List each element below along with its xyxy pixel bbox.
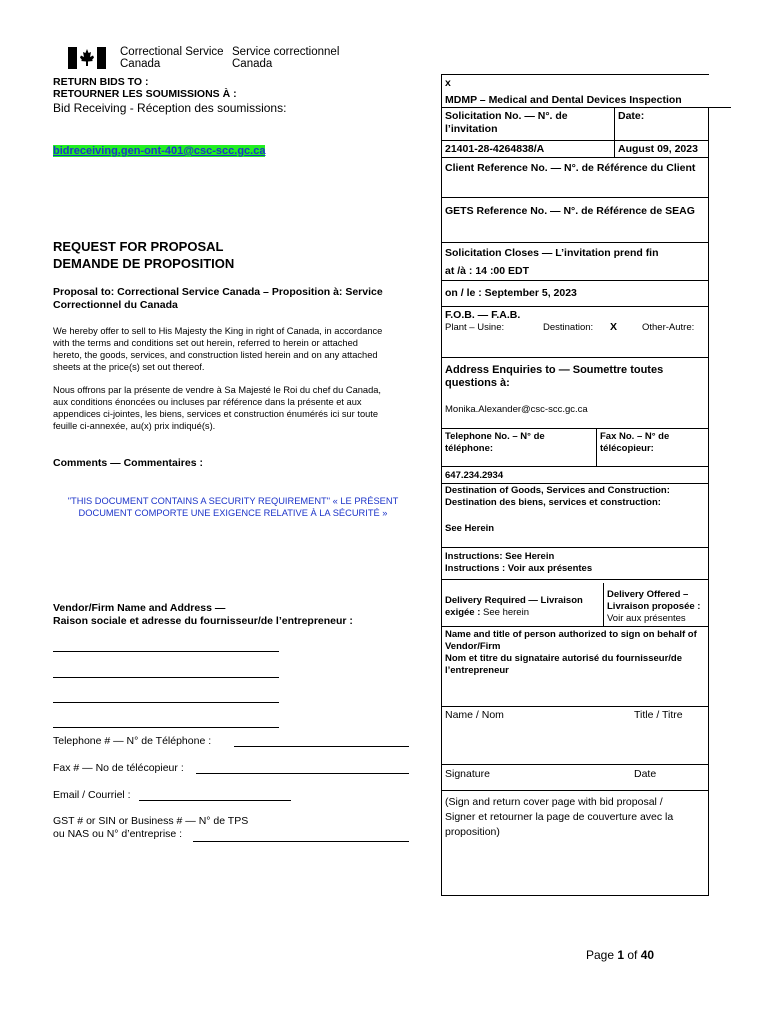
return-bids-fr: RETOURNER LES SOUMISSIONS À : (53, 88, 237, 100)
instructions-divider (441, 579, 709, 580)
name-title-field[interactable] (441, 764, 709, 765)
gst-field[interactable] (193, 841, 409, 842)
fob-label: F.O.B. — F.A.B. (445, 309, 521, 321)
bid-receiving: Bid Receiving - Réception des soumissions: (53, 101, 287, 115)
frame-bottom-line (441, 895, 709, 896)
client-ref-divider (441, 197, 709, 198)
offer-fr-line4: feuille ci-annexée, au(x) prix indiqué(s). (53, 421, 216, 431)
fob-destination-mark: X (610, 321, 618, 333)
destination-goods-line2: Destination des biens, services et construction: (445, 497, 661, 508)
sign-return-line1: (Sign and return cover page with bid proposal / (445, 796, 663, 808)
vendor-label-line1: Vendor/Firm Name and Address — (53, 602, 226, 614)
vendor-address-line-1[interactable] (53, 651, 279, 652)
closing-date-divider (441, 306, 709, 307)
logo-en-line2: Canada (120, 58, 161, 70)
logo-fr-line1: Service correctionnel (232, 46, 340, 58)
authorized-person-label (445, 629, 697, 677)
return-email[interactable] (53, 144, 265, 158)
delivery-offered-line1: Delivery Offered – (607, 589, 689, 600)
gst-label-line1: GST # or SIN or Business # — N° de TPS (53, 815, 249, 827)
offer-fr (53, 384, 381, 432)
offer-fr-line2: aux conditions énoncées ou incluses par référence dans la présente et aux (53, 397, 362, 407)
contact-email[interactable]: Monika.Alexander@csc-scc.gc.ca (445, 404, 588, 415)
offer-fr-line3: appendices ci-jointes, les biens, services et construction énumérés ici sur toute (53, 409, 379, 419)
fob-plant: Plant – Usine: (445, 322, 505, 333)
tel-fax-divider (596, 428, 597, 466)
instructions-line1: Instructions: See Herein (445, 551, 555, 562)
telephone-no-label (445, 431, 545, 455)
signature-label: Signature (445, 768, 490, 780)
solicitation-closes-label: Solicitation Closes — L’invitation prend fin (445, 247, 659, 259)
gst-label (53, 815, 248, 841)
sign-return-line2: Signer et retourner la page de couverture avec la (445, 811, 674, 823)
solicitation-title: MDMP – Medical and Dental Devices Inspection (445, 94, 682, 106)
delivery-required-label (445, 595, 583, 619)
destination-goods-label (445, 485, 670, 509)
authorized-line1: Name and title of person authorized to sign on behalf of (445, 629, 697, 640)
authorized-line2: Vendor/Firm (445, 641, 501, 652)
frame-top-line (441, 74, 709, 75)
fax-no-label (600, 431, 669, 455)
sign-return-note (445, 795, 673, 840)
client-reference-label: Client Reference No. — N°. de Référence du Client (445, 162, 696, 174)
destination-goods-line1: Destination of Goods, Services and Construction: (445, 485, 670, 496)
return-bids-en: RETURN BIDS TO : (53, 76, 149, 88)
offer-en-line1: We hereby offer to sell to His Majesty the King in right of Canada, in accordance (53, 326, 383, 336)
name-label: Name / Nom (445, 709, 504, 721)
destination-see-herein: See Herein (445, 523, 495, 534)
page-number (586, 948, 654, 963)
delivery-offered-line2: Livraison proposée : (607, 601, 701, 612)
closing-date: on / le : September 5, 2023 (445, 287, 577, 299)
tel-fax-bottom (441, 466, 709, 467)
logo-fr (232, 46, 339, 70)
tel-value-divider (441, 483, 709, 484)
page-total: 40 (640, 948, 655, 962)
closing-time-divider (441, 280, 709, 281)
page-prefix: Page (586, 948, 618, 962)
delivery-required-line1: Delivery Required — Livraison (445, 595, 583, 606)
fax-label: Fax # — No de télécopieur : (53, 762, 184, 774)
sign-return-line3: proposition) (445, 826, 500, 838)
telephone-value: 647.234.2934 (445, 470, 504, 481)
logo (68, 47, 368, 71)
fax-no-label-line2: télécopieur: (600, 443, 654, 454)
security-line2: DOCUMENT COMPORTE UNE EXIGENCE RELATIVE À LA SÉCURITÉ » (78, 508, 388, 518)
solicitation-no-label-line1: Solicitation No. — N°. de (445, 110, 568, 122)
logo-fr-line2: Canada (232, 58, 273, 70)
enquiries-label-line1: Address Enquiries to — Soumettre toutes (445, 364, 664, 376)
title-underline (441, 107, 731, 108)
sol-date-divider (614, 108, 615, 158)
page-current: 1 (617, 948, 625, 962)
logo-en (120, 46, 224, 70)
solicitation-no-label (445, 110, 568, 136)
solicitation-no-label-line2: l’invitation (445, 123, 498, 135)
canada-flag-icon (68, 47, 106, 69)
delivery-required-value: See herein (480, 607, 529, 618)
vendor-label-line2: Raison sociale et adresse du fournisseur/de l’entrepreneur : (53, 615, 353, 627)
vendor-label (53, 602, 353, 628)
security-notice (53, 495, 413, 519)
logo-en-line1: Correctional Service (120, 46, 224, 58)
offer-fr-line1: Nous offrons par la présente de vendre à Sa Majesté le Roi du chef du Canada, (53, 385, 382, 395)
enquiries-label-line2: questions à: (445, 377, 510, 389)
sol-row-divider (441, 140, 709, 141)
gst-label-line2: ou NAS ou N° d’entreprise : (53, 828, 183, 840)
date-label: Date: (618, 110, 645, 122)
return-email-link[interactable]: bidreceiving.gen-ont-401@csc-scc.gc.ca (53, 145, 266, 157)
x-mark: x (445, 77, 451, 89)
authorized-line3: Nom et titre du signataire autorisé du fournisseur/de (445, 653, 683, 664)
enquiries-label (445, 364, 663, 390)
fob-other: Other-Autre: (642, 322, 695, 333)
sol-value-divider (441, 157, 709, 158)
contact-divider (441, 428, 709, 429)
delivery-offered-value: Voir aux présentes (607, 613, 686, 624)
destination-divider (441, 547, 709, 548)
telephone-no-label-line2: téléphone: (445, 443, 494, 454)
offer-en-line2: with the terms and conditions set out herein, referred to herein or attached (53, 338, 358, 348)
instructions (445, 551, 592, 575)
rfp-en: REQUEST FOR PROPOSAL (53, 239, 224, 254)
comments-label: Comments — Commentaires : (53, 457, 203, 469)
email-field[interactable] (139, 800, 291, 801)
authorized-line4: l’entrepreneur (445, 665, 509, 676)
delivery-offered-label (607, 589, 700, 625)
instructions-line2: Instructions : Voir aux présentes (445, 563, 593, 574)
title-label: Title / Titre (634, 709, 683, 721)
fob-divider (441, 357, 709, 358)
offer-en-line3: hereto, the goods, services, and construction listed herein and on any attached (53, 350, 378, 360)
telephone-label: Telephone # — N° de Téléphone : (53, 735, 212, 747)
telephone-no-label-line1: Telephone No. – N° de (445, 431, 545, 442)
gets-ref-divider (441, 242, 709, 243)
vendor-address-line-2[interactable] (53, 677, 279, 678)
authorized-divider (441, 706, 709, 707)
email-label: Email / Courriel : (53, 789, 131, 801)
rfp-fr: DEMANDE DE PROPOSITION (53, 256, 235, 271)
delivery-divider (603, 583, 604, 626)
solicitation-no-value: 21401-28-4264838/A (445, 143, 545, 155)
fax-field[interactable] (196, 773, 409, 774)
telephone-field[interactable] (234, 746, 409, 747)
vendor-address-line-4[interactable] (53, 727, 279, 728)
delivery-required-bold: exigée : (445, 607, 481, 618)
page-of: of (624, 948, 641, 962)
offer-en-line4: sheets at the price(s) set out thereof. (53, 362, 205, 372)
delivery-required-line2 (445, 607, 583, 619)
frame-right-line (708, 108, 709, 896)
security-line1: "THIS DOCUMENT CONTAINS A SECURITY REQUIREMENT" « LE PRÉSENT (67, 496, 399, 506)
fob-destination: Destination: (543, 322, 594, 333)
date-value: August 09, 2023 (618, 143, 698, 155)
offer-en (53, 325, 382, 373)
delivery-bottom (441, 626, 709, 627)
proposal-to-line1: Proposal to: Correctional Service Canada – Proposition à: Service (53, 286, 383, 298)
proposal-to-line2: Correctionnel du Canada (53, 299, 178, 311)
fax-no-label-line1: Fax No. – N° de (600, 431, 670, 442)
vendor-address-line-3[interactable] (53, 702, 279, 703)
sign-date-label: Date (634, 768, 657, 780)
proposal-to (53, 286, 383, 312)
signature-field[interactable] (441, 790, 709, 791)
gets-reference-label: GETS Reference No. — N°. de Référence de SEAG (445, 205, 695, 217)
closing-time: at /à : 14 :00 EDT (445, 265, 530, 277)
